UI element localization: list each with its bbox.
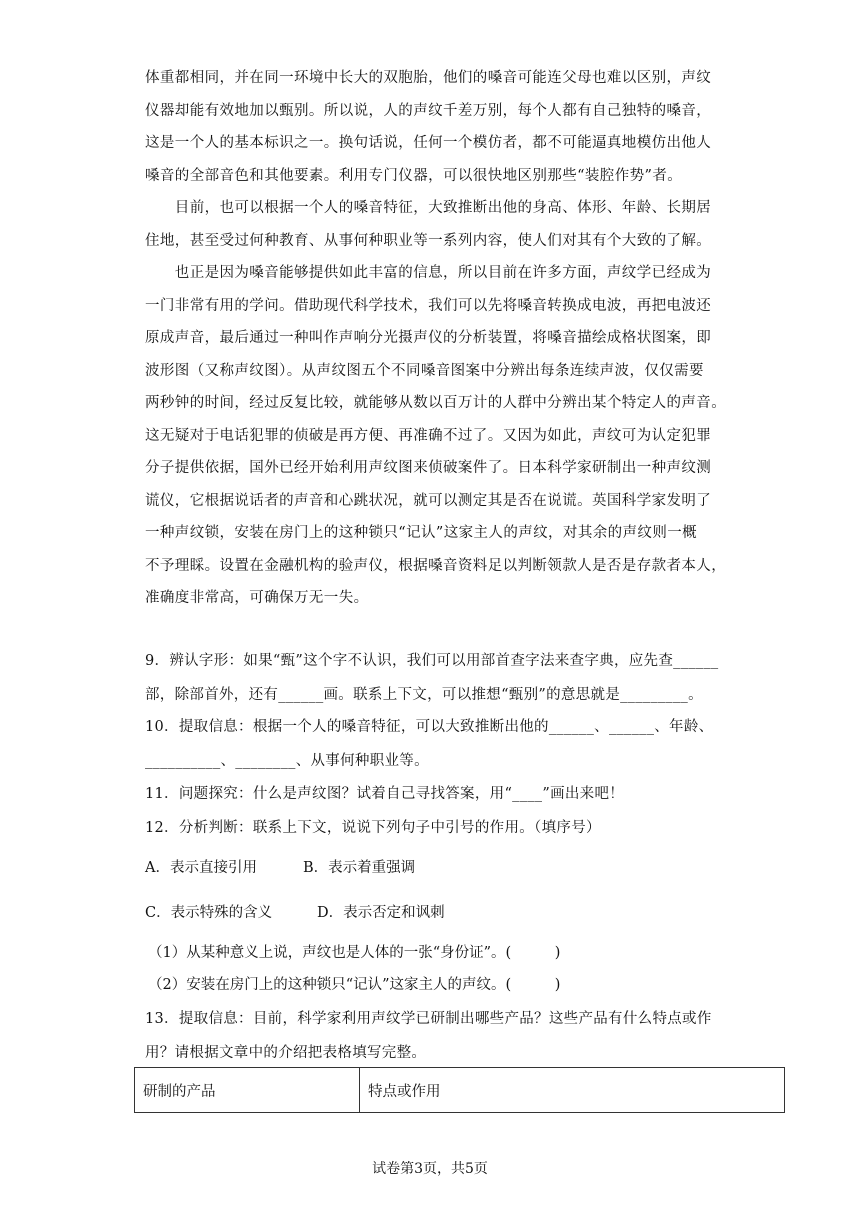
passage-line: 这无疑对于电话犯罪的侦破是再方便、再准确不过了。又因为如此，声纹可为认定犯罪: [145, 427, 712, 444]
passage-line: 分子提供依据，国外已经开始利用声纹图来侦破案件了。日本科学家研制出一种声纹测: [145, 460, 712, 476]
passage-line: 住地，甚至受过何种教育、从事何种职业等一系列内容，使人们对其有个大致的了解。: [145, 232, 712, 249]
passage-line: 仪器却能有效地加以甄别。所以说，人的声纹千差万别，每个人都有自己独特的嗓音，: [145, 102, 712, 119]
passage-line: 两秒钟的时间，经过反复比较，就能够从数以百万计的人群中分辨出某个特定人的声音。: [145, 395, 727, 411]
passage-line: 一门非常有用的学问。借助现代科学技术，我们可以先将嗓音转换成电波，再把电波还: [145, 297, 712, 314]
product-table: [134, 1067, 785, 1113]
question-13-line-1: 13．提取信息：目前，科学家利用声纹学已研制出哪些产品？这些产品有什么特点或作: [145, 1011, 712, 1027]
option-d: D．表示否定和讽刺: [317, 905, 445, 921]
passage-line: 也正是因为嗓音能够提供如此丰富的信息，所以目前在许多方面，声纹学已经成为: [145, 265, 712, 281]
passage-line: 目前，也可以根据一个人的嗓音特征，大致推断出他的身高、体形、年龄、长期居: [145, 200, 712, 216]
table-header-product: 研制的产品: [135, 1068, 360, 1113]
passage-line: 波形图（又称声纹图）。从声纹图五个不同嗓音图案中分辨出每条连续声波，仅仅需要: [145, 362, 704, 379]
question-11: 11．问题探究：什么是声纹图？试着自己寻找答案，用“____”画出来吧！: [145, 786, 625, 802]
question-13-line-2: 用？请根据文章中的介绍把表格填写完整。: [145, 1045, 427, 1061]
question-10-line-1: 10．提取信息：根据一个人的嗓音特征，可以大致推断出他的______、______、年龄、: [145, 719, 714, 735]
page-footer: 试卷第3页，共5页: [372, 1161, 488, 1177]
option-c: C．表示特殊的含义: [145, 905, 273, 921]
passage-line: 原成声音，最后通过一种叫作声响分光摄声仪的分析装置，将嗓音描绘成格状图案，即: [145, 330, 712, 346]
passage-line: 准确度非常高，可确保万无一失。: [145, 590, 369, 606]
option-b: B．表示着重强调: [303, 860, 416, 876]
passage-line: 嗓音的全部音色和其他要素。利用专门仪器，可以很快地区别那些“装腔作势”者。: [145, 167, 683, 184]
option-a: A．表示直接引用: [145, 860, 257, 876]
table-header-feature: 特点或作用: [360, 1068, 785, 1113]
passage-line: 一种声纹锁，安装在房门上的这种锁只“记认”这家主人的声纹，对其余的声纹则一概: [145, 525, 698, 541]
passage-line: 这是一个人的基本标识之一。换句话说，任何一个模仿者，都不可能逼真地模仿出他人: [145, 135, 712, 151]
table-header-row: [135, 1068, 785, 1113]
reading-passage: [145, 62, 745, 615]
question-9-line-2: 部，除部首外，还有______画。联系上下文，可以推想“甄别”的意思就是_________。: [145, 687, 703, 703]
question-12-sub-1: （1）从某种意义上说，声纹也是人体的一张“身份证”。( ): [148, 945, 561, 961]
passage-line: 不予理睬。设置在金融机构的验声仪，根据嗓音资料足以判断领款人是否是存款者本人，: [145, 557, 727, 574]
passage-line: 体重都相同，并在同一环境中长大的双胞胎，他们的嗓音可能连父母也难以区别，声纹: [145, 70, 712, 86]
question-12: 12．分析判断：联系上下文，说说下列句子中引号的作用。（填序号）: [145, 820, 601, 836]
question-9-line-1: 9．辨认字形：如果“甄”这个字不认识，我们可以用部首查字法来查字典，应先查______: [145, 653, 719, 669]
question-10-line-2: __________、________、从事何种职业等。: [145, 753, 429, 769]
question-12-sub-2: （2）安装在房门上的这种锁只“记认”这家主人的声纹。( ): [148, 977, 561, 993]
passage-line: 谎仪，它根据说话者的声音和心跳状况，就可以测定其是否在说谎。英国科学家发明了: [145, 492, 712, 509]
